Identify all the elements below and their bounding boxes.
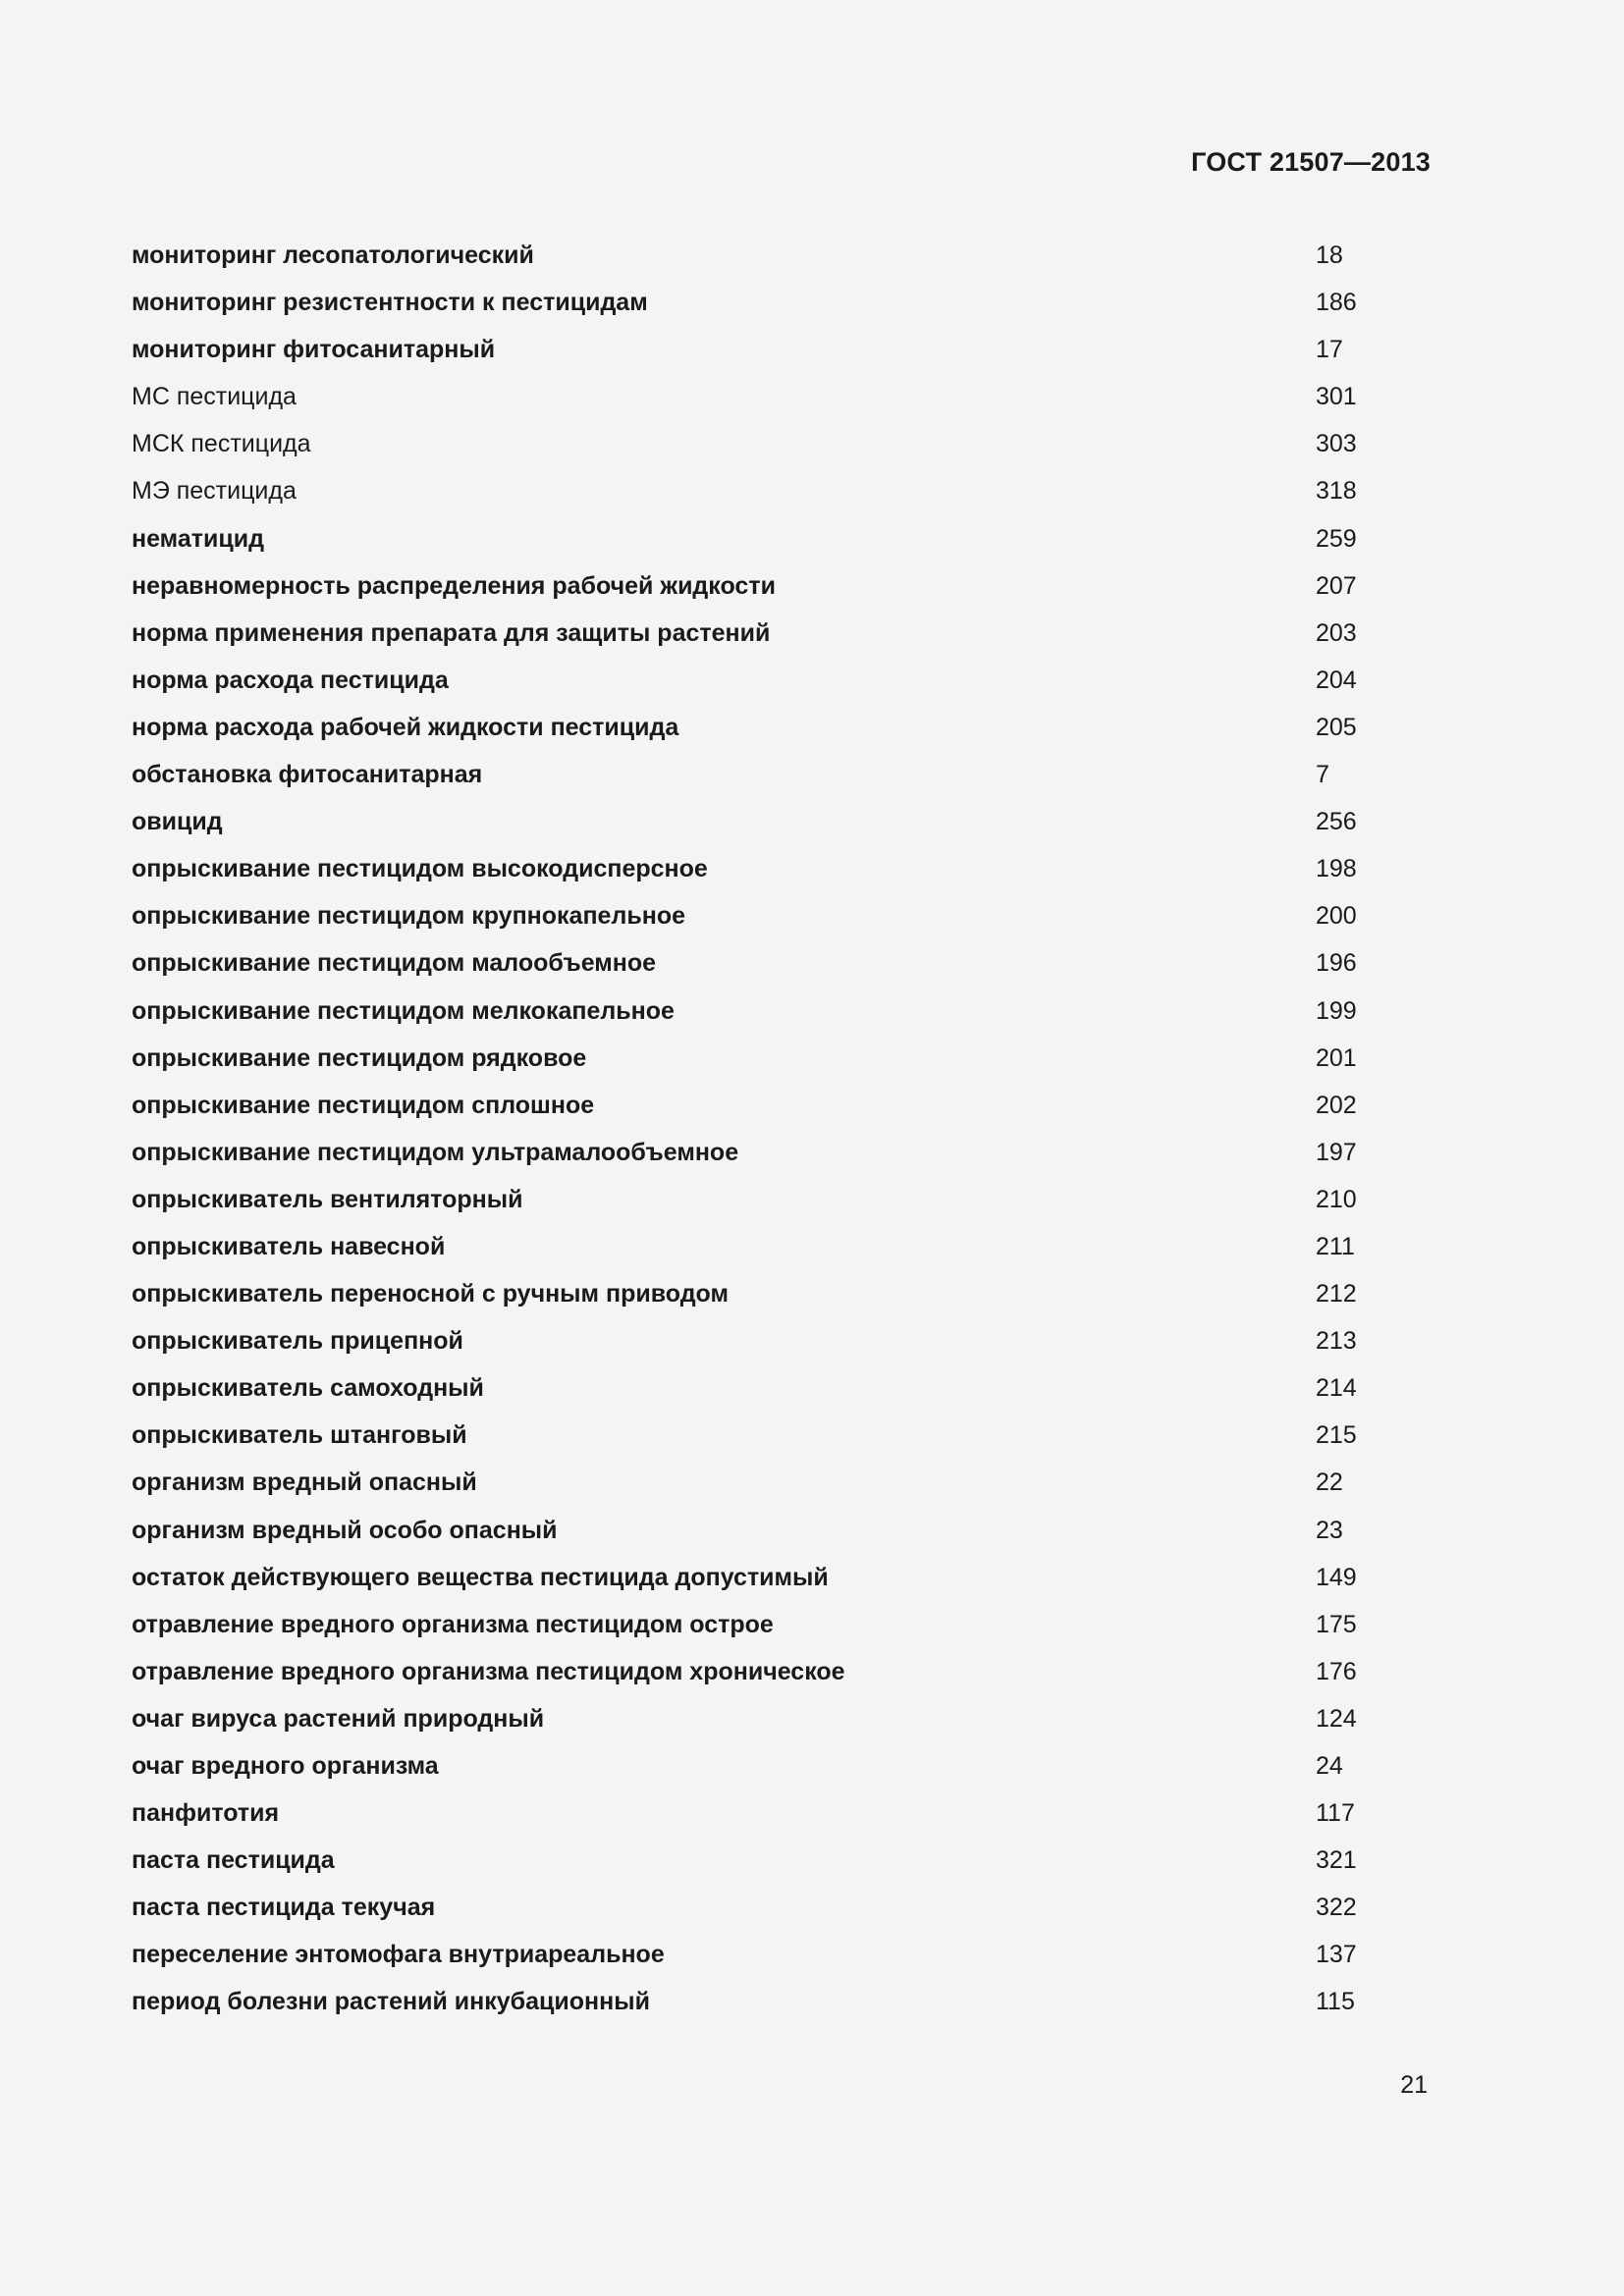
index-entry — [132, 1326, 1369, 1373]
index-term-number: 23 — [1316, 1516, 1343, 1544]
index-term-number: 175 — [1316, 1610, 1357, 1638]
index-entry — [132, 948, 1369, 995]
index-term-number: 22 — [1316, 1468, 1343, 1497]
index-entry — [132, 1232, 1369, 1279]
document-header: ГОСТ 21507—2013 — [1191, 147, 1431, 177]
index-term-number: 203 — [1316, 618, 1357, 647]
index-term-number: 199 — [1316, 996, 1357, 1025]
index-term: опрыскиватель вентиляторный — [132, 1185, 523, 1213]
index-term: опрыскивание пестицидом крупнокапельное — [132, 902, 685, 931]
index-term-number: 124 — [1316, 1704, 1357, 1733]
index-entry — [132, 1845, 1369, 1893]
index-term: мониторинг фитосанитарный — [132, 336, 496, 364]
index-term: опрыскивание пестицидом ультрамалообъемное — [132, 1138, 739, 1166]
index-entry — [132, 1468, 1369, 1515]
index-term: паста пестицида — [132, 1846, 335, 1875]
index-term: очаг вредного организма — [132, 1752, 439, 1780]
index-term: опрыскивание пестицидом рядковое — [132, 1043, 587, 1072]
index-term-number: 321 — [1316, 1846, 1357, 1875]
index-entry — [132, 1563, 1369, 1610]
index-term-number: 115 — [1316, 1988, 1355, 2016]
index-term: МС пестицида — [132, 383, 297, 411]
index-term-number: 7 — [1316, 761, 1329, 789]
index-term-number: 18 — [1316, 241, 1343, 269]
index-term-number: 215 — [1316, 1421, 1357, 1450]
index-term-number: 214 — [1316, 1374, 1357, 1403]
index-entry — [132, 1940, 1369, 1987]
index-term: опрыскиватель штанговый — [132, 1421, 467, 1450]
alphabetical-index — [132, 240, 1369, 2035]
index-term: панфитотия — [132, 1799, 280, 1828]
index-term: опрыскивание пестицидом сплошное — [132, 1091, 595, 1119]
index-term-number: 212 — [1316, 1280, 1357, 1308]
index-term: организм вредный опасный — [132, 1468, 477, 1497]
index-term: отравление вредного организма пестицидом острое — [132, 1610, 774, 1638]
index-entry — [132, 1373, 1369, 1420]
index-term: МЭ пестицида — [132, 477, 297, 506]
index-term-number: 259 — [1316, 524, 1357, 553]
index-term-number: 202 — [1316, 1091, 1357, 1119]
index-term-number: 205 — [1316, 713, 1357, 741]
index-term: норма расхода рабочей жидкости пестицида — [132, 713, 679, 741]
index-term-number: 303 — [1316, 430, 1357, 458]
index-entry — [132, 807, 1369, 854]
index-term: переселение энтомофага внутриареальное — [132, 1941, 665, 1969]
index-term-number: 211 — [1316, 1232, 1355, 1260]
index-term: норма расхода пестицида — [132, 666, 449, 694]
index-entry — [132, 1420, 1369, 1468]
index-term: опрыскивание пестицидом высокодисперсное — [132, 855, 708, 883]
index-entry — [132, 1091, 1369, 1138]
index-term: период болезни растений инкубационный — [132, 1988, 650, 2016]
index-term: МСК пестицида — [132, 430, 311, 458]
index-entry — [132, 1043, 1369, 1091]
index-term: опрыскиватель навесной — [132, 1232, 446, 1260]
index-entry — [132, 713, 1369, 760]
index-term-number: 322 — [1316, 1894, 1357, 1922]
index-term-number: 24 — [1316, 1752, 1343, 1780]
index-term-number: 256 — [1316, 808, 1357, 836]
index-term-number: 17 — [1316, 336, 1343, 364]
index-entry — [132, 382, 1369, 429]
index-term: организм вредный особо опасный — [132, 1516, 558, 1544]
index-entry — [132, 476, 1369, 523]
index-entry — [132, 1610, 1369, 1657]
index-entry — [132, 429, 1369, 476]
index-term: неравномерность распределения рабочей жидкости — [132, 571, 776, 600]
index-term-number: 213 — [1316, 1327, 1357, 1356]
index-entry — [132, 1987, 1369, 2034]
index-term-number: 301 — [1316, 383, 1357, 411]
index-term: овицид — [132, 808, 223, 836]
index-entry — [132, 571, 1369, 618]
index-term-number: 197 — [1316, 1138, 1357, 1166]
index-entry — [132, 1279, 1369, 1326]
index-entry — [132, 1751, 1369, 1798]
index-term: норма применения препарата для защиты растений — [132, 618, 771, 647]
index-entry — [132, 1185, 1369, 1232]
index-term: опрыскивание пестицидом малообъемное — [132, 949, 657, 978]
index-entry — [132, 760, 1369, 807]
index-term-number: 201 — [1316, 1043, 1357, 1072]
index-entry — [132, 901, 1369, 948]
index-entry — [132, 618, 1369, 666]
index-term-number: 196 — [1316, 949, 1357, 978]
index-term-number: 186 — [1316, 289, 1357, 317]
index-term: опрыскивание пестицидом мелкокапельное — [132, 996, 675, 1025]
index-entry — [132, 1657, 1369, 1704]
index-term: обстановка фитосанитарная — [132, 761, 483, 789]
index-term: отравление вредного организма пестицидом хроническое — [132, 1657, 845, 1685]
index-entry — [132, 1798, 1369, 1845]
index-entry — [132, 1138, 1369, 1185]
index-term: паста пестицида текучая — [132, 1894, 436, 1922]
index-term-number: 117 — [1316, 1799, 1355, 1828]
index-entry — [132, 335, 1369, 382]
index-entry — [132, 288, 1369, 335]
index-term-number: 210 — [1316, 1185, 1357, 1213]
page-number: 21 — [1400, 2071, 1428, 2099]
index-term: опрыскиватель переносной с ручным приводом — [132, 1280, 729, 1308]
index-term-number: 318 — [1316, 477, 1357, 506]
index-entry — [132, 524, 1369, 571]
index-term-number: 207 — [1316, 571, 1357, 600]
index-entry — [132, 854, 1369, 901]
index-term-number: 204 — [1316, 666, 1357, 694]
index-term-number: 137 — [1316, 1941, 1357, 1969]
index-term: опрыскиватель прицепной — [132, 1327, 463, 1356]
index-term: остаток действующего вещества пестицида допустимый — [132, 1563, 829, 1591]
index-entry — [132, 996, 1369, 1043]
index-entry — [132, 1516, 1369, 1563]
index-term: мониторинг лесопатологический — [132, 241, 534, 269]
index-entry — [132, 240, 1369, 288]
index-term-number: 198 — [1316, 855, 1357, 883]
index-entry — [132, 666, 1369, 713]
index-entry — [132, 1893, 1369, 1940]
index-term: мониторинг резистентности к пестицидам — [132, 289, 648, 317]
index-term-number: 176 — [1316, 1657, 1357, 1685]
index-entry — [132, 1704, 1369, 1751]
index-term: очаг вируса растений природный — [132, 1704, 545, 1733]
index-term-number: 149 — [1316, 1563, 1357, 1591]
index-term: опрыскиватель самоходный — [132, 1374, 484, 1403]
index-term: нематицид — [132, 524, 264, 553]
index-term-number: 200 — [1316, 902, 1357, 931]
